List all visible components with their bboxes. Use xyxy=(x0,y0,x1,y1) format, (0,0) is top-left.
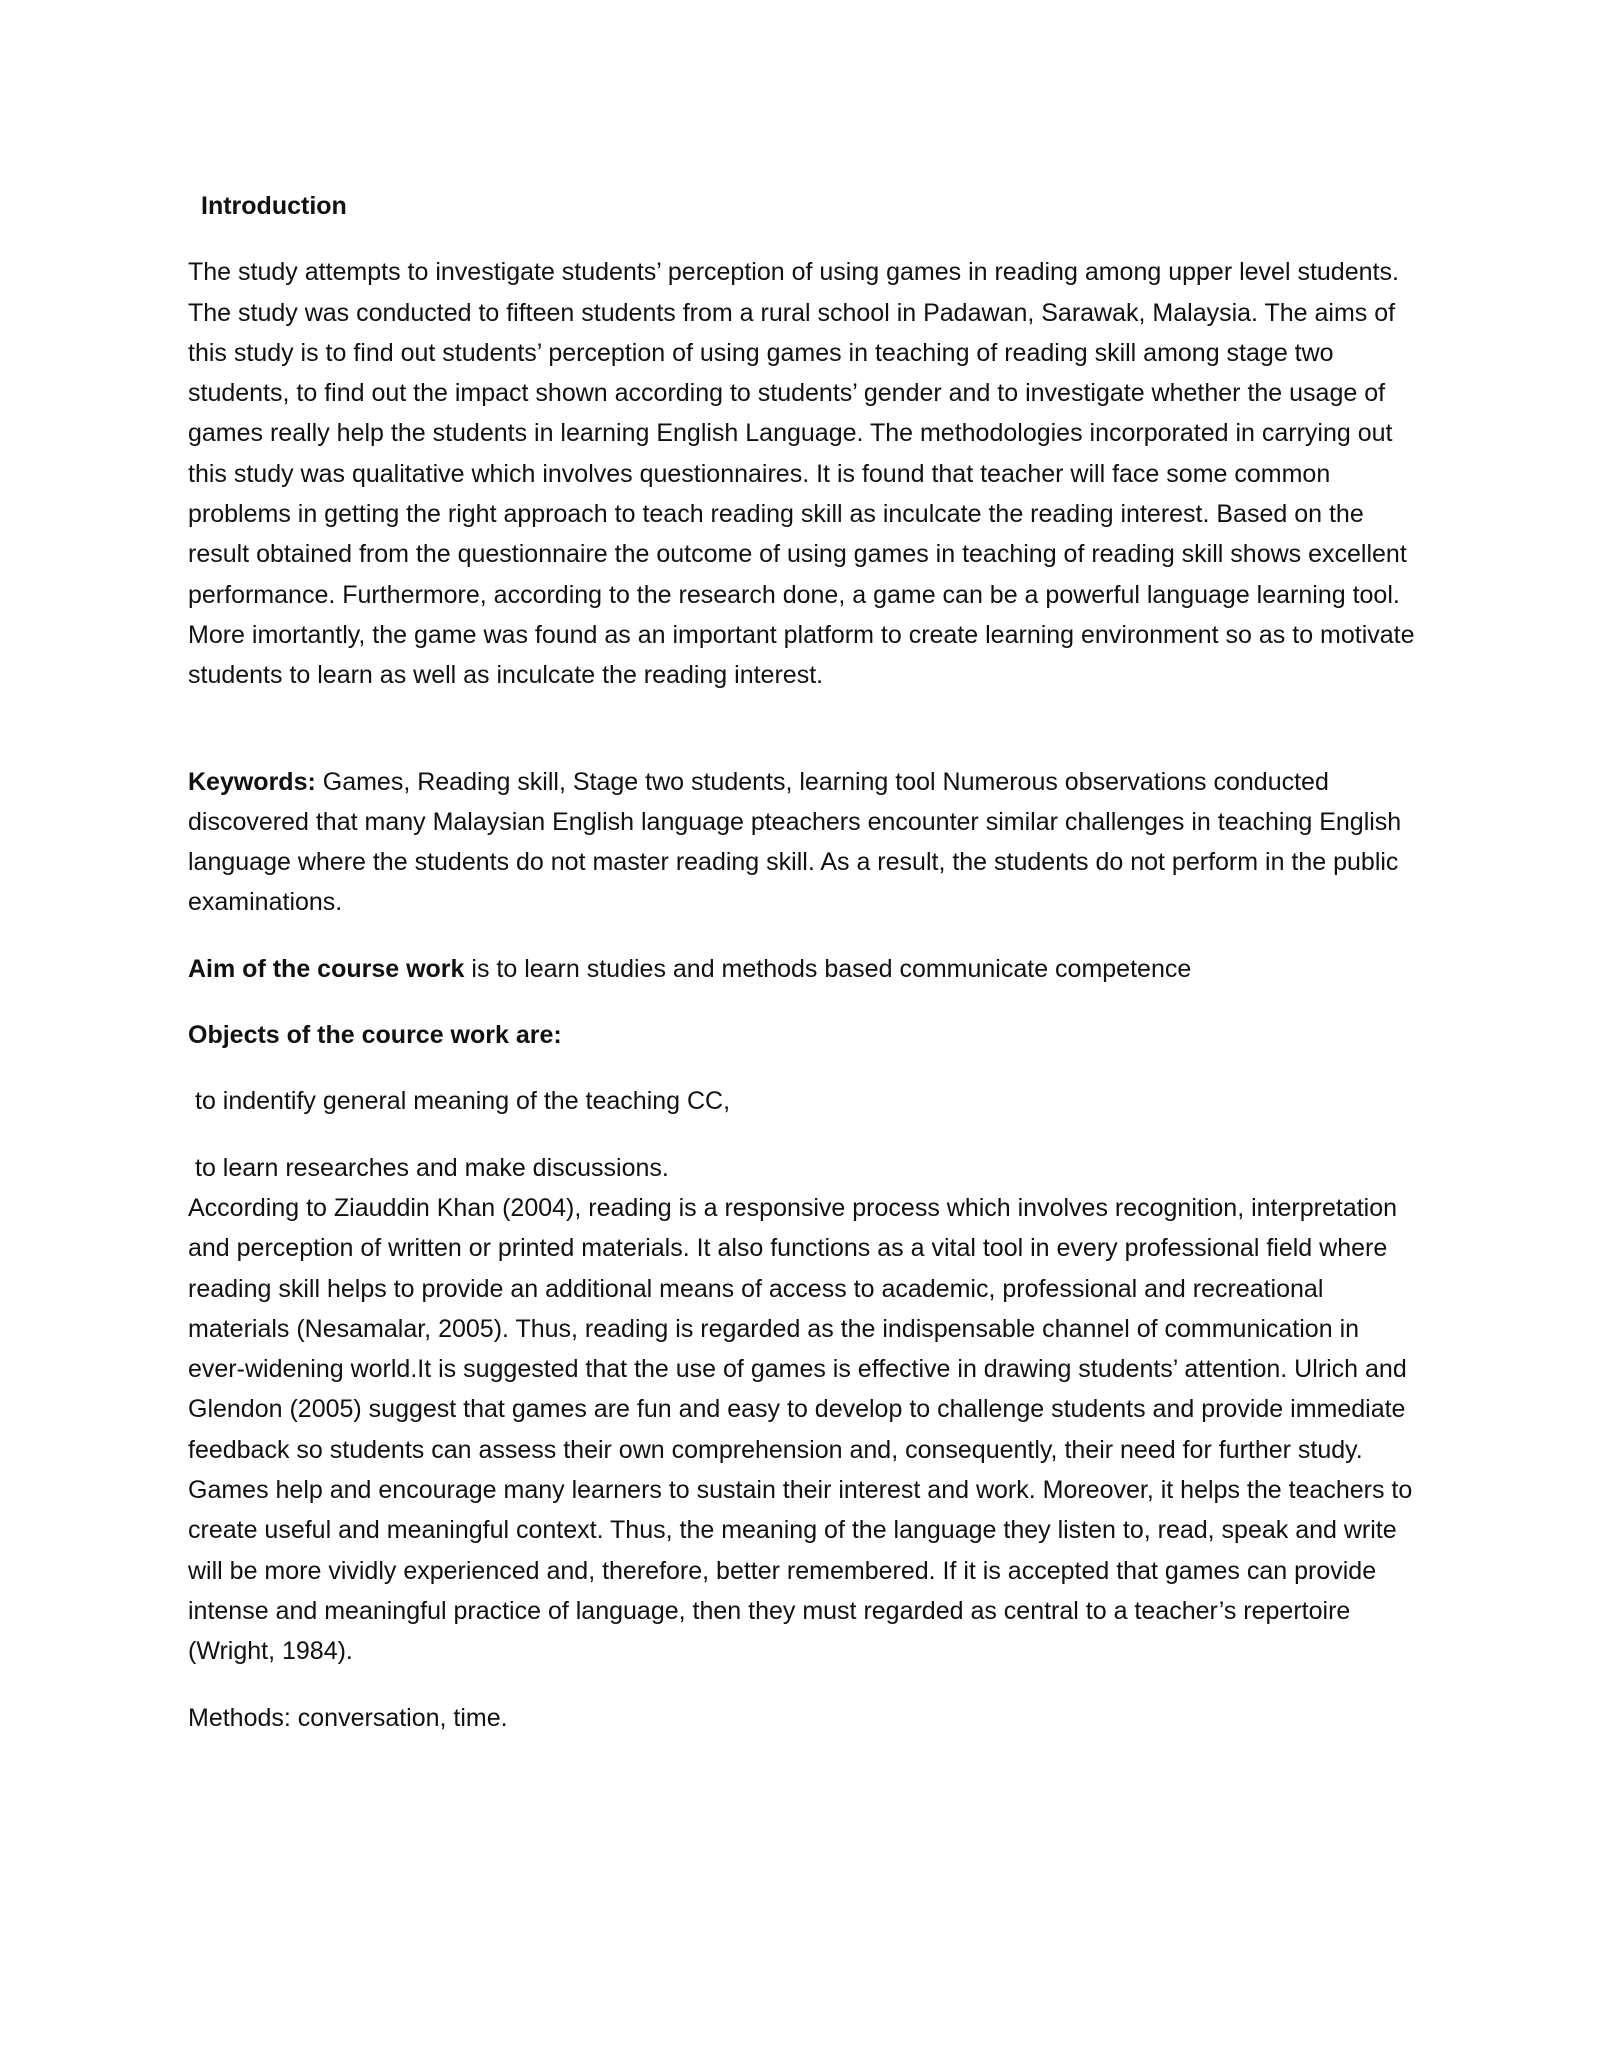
methods-line: Methods: conversation, time. xyxy=(188,1703,508,1732)
blank-line xyxy=(188,722,1416,762)
section-heading: Introduction xyxy=(201,192,347,220)
aim-paragraph xyxy=(188,949,1416,989)
objects-item-2: to learn researches and make discussions. xyxy=(195,1153,669,1182)
objects-heading: Objects of the cource work are: xyxy=(188,1021,562,1050)
keywords-paragraph xyxy=(188,762,1416,923)
objects-item-1: to indentify general meaning of the teaching CC, xyxy=(195,1087,731,1116)
keywords-label: Keywords: xyxy=(188,767,316,796)
body-paragraph: According to Ziauddin Khan (2004), reading is a responsive process which involves recognition, interpretation and perception of written or printed materials. It also functions as a vital tool in every professional field where reading skill helps to provide an additional means of access to academic, professional and recreational materials (Nesamalar, 2005). Thus, reading is regarded as the indispensable channel of communication in ever-widening world.It is suggested that the use of games is effective in drawing students’ attention. Ulrich and Glendon (2005) suggest that games are fun and easy to develop to challenge students and provide immediate feedback so students can assess their own comprehension and, consequently, their need for further study. Games help and encourage many learners to sustain their interest and work. Moreover, it helps the teachers to create useful and meaningful context. Thus, the meaning of the language they listen to, read, speak and write will be more vividly experienced and, therefore, better remembered. If it is accepted that games can provide intense and meaningful practice of language, then they must regarded as central to a teacher’s repertoire (Wright, 1984). xyxy=(188,1193,1413,1666)
keywords-text: Games, Reading skill, Stage two students, learning tool Numerous observations conducted discovered that many Malaysian English language pteachers encounter similar challenges in teaching English language where the students do not master reading skill. As a result, the students do not perform in the public examinations. xyxy=(188,767,1402,917)
document-content xyxy=(188,186,1416,1738)
aim-text: is to learn studies and methods based communicate competence xyxy=(464,954,1192,983)
aim-label: Aim of the course work xyxy=(188,954,465,983)
intro-paragraph: The study attempts to investigate students’ perception of using games in reading among upper level students. The study was conducted to fifteen students from a rural school in Padawan, Sarawak, Malaysia. The aims of this study is to find out students’ perception of using games in teaching of reading skill among stage two students, to find out the impact shown according to students’ gender and to investigate whether the usage of games really help the students in learning English Language. The methodologies incorporated in carrying out this study was qualitative which involves questionnaires. It is found that teacher will face some common problems in getting the right approach to teach reading skill as inculcate the reading interest. Based on the result obtained from the questionnaire the outcome of using games in teaching of reading skill shows excellent performance. Furthermore, according to the research done, a game can be a powerful language learning tool. More imortantly, the game was found as an important platform to create learning environment so as to motivate students to learn as well as inculcate the reading interest. xyxy=(188,258,1415,690)
